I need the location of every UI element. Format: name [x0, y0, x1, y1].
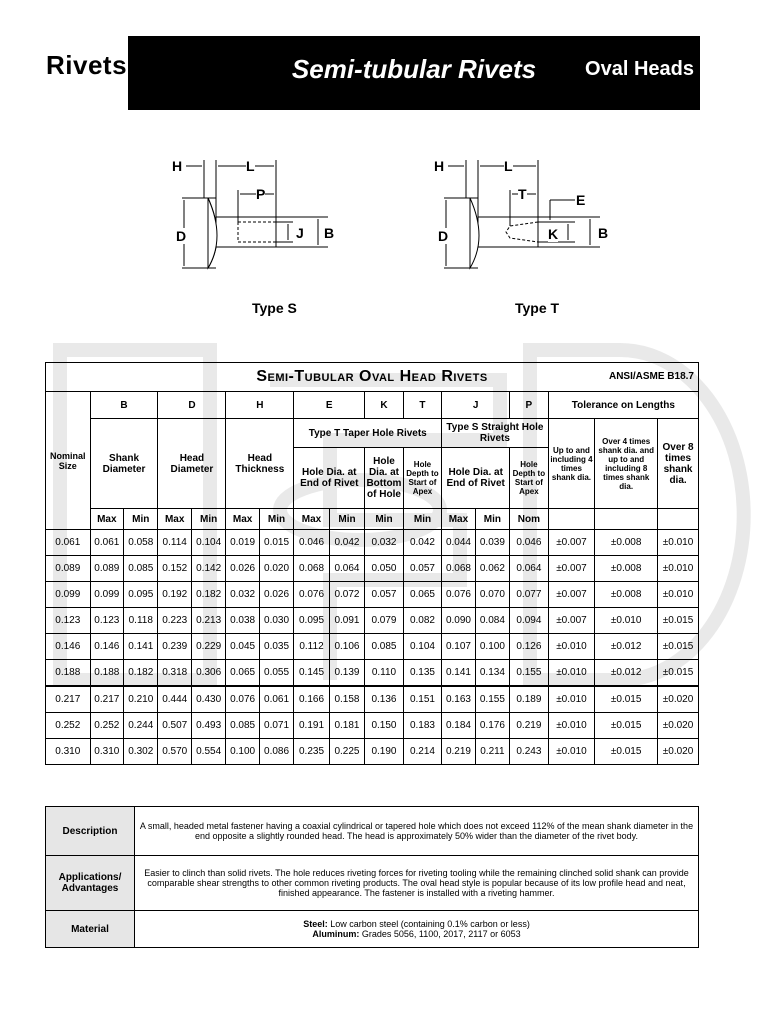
header-e-desc: Hole Dia. at End of Rivet: [294, 448, 365, 509]
header-t-desc: Hole Depth to Start of Apex: [403, 448, 442, 509]
header-k-desc: Hole Dia. at Bottom of Hole: [365, 448, 404, 509]
table-cell: 0.055: [259, 660, 293, 687]
table-cell: 0.155: [510, 660, 549, 687]
table-cell: 0.176: [475, 713, 509, 739]
table-cell: ±0.010: [658, 556, 699, 582]
table-cell: 0.145: [294, 660, 329, 687]
header-head-diameter: Head Diameter: [158, 419, 226, 509]
table-cell: ±0.010: [548, 634, 595, 660]
table-cell: 0.086: [259, 739, 293, 765]
page-title-right: Oval Heads: [585, 58, 694, 80]
table-row: [46, 556, 699, 582]
table-cell: ±0.010: [548, 713, 595, 739]
dim-label-d: D: [176, 228, 187, 244]
table-cell: 0.044: [442, 530, 475, 556]
table-cell: 0.219: [442, 739, 475, 765]
table-cell: 0.507: [158, 713, 191, 739]
table-cell: 0.158: [329, 686, 364, 713]
table-cell: 0.217: [90, 686, 123, 713]
table-cell: 0.072: [329, 582, 364, 608]
header-min: Min: [403, 509, 442, 530]
table-cell: 0.151: [403, 686, 442, 713]
dim-label-b: B: [324, 225, 335, 241]
nominal-size-cell: 0.217: [46, 686, 91, 713]
table-cell: 0.057: [365, 582, 404, 608]
table-cell: ±0.015: [595, 739, 658, 765]
table-cell: 0.112: [294, 634, 329, 660]
table-cell: 0.214: [403, 739, 442, 765]
table-cell: 0.155: [475, 686, 509, 713]
table-cell: 0.100: [475, 634, 509, 660]
table-cell: ±0.020: [658, 686, 699, 713]
table-cell: 0.182: [124, 660, 158, 687]
table-cell: 0.302: [124, 739, 158, 765]
header-max: Max: [294, 509, 329, 530]
table-cell: 0.189: [510, 686, 549, 713]
spec-table-body: [46, 530, 699, 765]
table-cell: 0.243: [510, 739, 549, 765]
table-cell: 0.099: [90, 582, 123, 608]
table-cell: 0.061: [90, 530, 123, 556]
table-cell: 0.191: [294, 713, 329, 739]
table-cell: ±0.012: [595, 634, 658, 660]
type-s-drawing: [168, 150, 348, 280]
header-max: Max: [90, 509, 123, 530]
table-cell: 0.126: [510, 634, 549, 660]
applications-label: Applications/ Advantages: [46, 856, 135, 911]
header-min: Min: [475, 509, 509, 530]
table-cell: 0.135: [403, 660, 442, 687]
table-cell: 0.068: [442, 556, 475, 582]
table-cell: 0.106: [329, 634, 364, 660]
description-label: Description: [46, 807, 135, 856]
table-cell: ±0.015: [658, 660, 699, 687]
table-cell: 0.188: [90, 660, 123, 687]
table-cell: ±0.008: [595, 556, 658, 582]
dim-label-l: L: [246, 158, 255, 174]
table-cell: 0.026: [226, 556, 259, 582]
table-cell: 0.039: [475, 530, 509, 556]
table-cell: 0.310: [90, 739, 123, 765]
table-cell: ±0.015: [595, 686, 658, 713]
table-cell: 0.065: [226, 660, 259, 687]
type-t-caption: Type T: [515, 300, 560, 316]
table-cell: 0.038: [226, 608, 259, 634]
table-cell: 0.068: [294, 556, 329, 582]
material-text: [135, 911, 699, 948]
header-tol-over-8: Over 8 times shank dia.: [658, 419, 699, 509]
nominal-size-cell: 0.099: [46, 582, 91, 608]
dim-label-k: K: [548, 226, 559, 242]
table-cell: ±0.012: [595, 660, 658, 687]
table-cell: 0.134: [475, 660, 509, 687]
table-cell: 0.079: [365, 608, 404, 634]
table-cell: 0.163: [442, 686, 475, 713]
header-letter-p: P: [510, 392, 549, 419]
header-letter-h: H: [226, 392, 294, 419]
table-cell: 0.183: [403, 713, 442, 739]
table-cell: 0.090: [442, 608, 475, 634]
table-cell: 0.085: [226, 713, 259, 739]
table-cell: 0.211: [475, 739, 509, 765]
table-cell: 0.050: [365, 556, 404, 582]
table-cell: ±0.007: [548, 582, 595, 608]
table-cell: ±0.010: [548, 739, 595, 765]
type-t-diagram: [430, 150, 620, 280]
header-min: Min: [329, 509, 364, 530]
table-cell: 0.570: [158, 739, 191, 765]
table-cell: 0.084: [475, 608, 509, 634]
table-cell: ±0.010: [595, 608, 658, 634]
table-cell: 0.142: [191, 556, 225, 582]
table-row: [46, 660, 699, 687]
header-tolerance: Tolerance on Lengths: [548, 392, 698, 419]
spec-table-title: Semi-Tubular Oval Head Rivets: [256, 368, 488, 385]
table-cell: 0.104: [403, 634, 442, 660]
table-cell: 0.089: [90, 556, 123, 582]
header-head-thickness: Head Thickness: [226, 419, 294, 509]
dim-label-h: H: [434, 158, 445, 174]
table-cell: 0.030: [259, 608, 293, 634]
table-cell: 0.094: [510, 608, 549, 634]
table-cell: 0.306: [191, 660, 225, 687]
table-cell: 0.046: [294, 530, 329, 556]
table-cell: 0.184: [442, 713, 475, 739]
material-aluminum: Aluminum: Grades 5056, 1100, 2017, 2117 or 6053: [312, 929, 521, 939]
nominal-size-cell: 0.146: [46, 634, 91, 660]
header-tol-blank: [595, 509, 658, 530]
table-cell: 0.430: [191, 686, 225, 713]
header-letter-k: K: [365, 392, 404, 419]
header-letter-b: B: [90, 392, 158, 419]
table-cell: ±0.020: [658, 739, 699, 765]
table-cell: 0.076: [226, 686, 259, 713]
nominal-size-cell: 0.061: [46, 530, 91, 556]
table-row: [46, 608, 699, 634]
table-row: [46, 530, 699, 556]
header-tol-blank: [658, 509, 699, 530]
material-steel: Steel: Low carbon steel (containing 0.1% carbon or less): [303, 919, 530, 929]
table-cell: 0.239: [158, 634, 191, 660]
table-cell: 0.020: [259, 556, 293, 582]
type-s-caption: Type S: [252, 300, 297, 316]
header-min: Min: [365, 509, 404, 530]
table-cell: 0.152: [158, 556, 191, 582]
header-p-desc: Hole Depth to Start of Apex: [510, 448, 549, 509]
table-cell: ±0.020: [658, 713, 699, 739]
table-cell: 0.058: [124, 530, 158, 556]
dim-label-p: P: [256, 186, 266, 202]
header-min: Min: [259, 509, 293, 530]
header-shank-diameter: Shank Diameter: [90, 419, 158, 509]
spec-table-standard: ANSI/ASME B18.7: [608, 371, 694, 382]
table-cell: 0.085: [124, 556, 158, 582]
table-cell: 0.136: [365, 686, 404, 713]
table-cell: 0.219: [510, 713, 549, 739]
table-cell: ±0.010: [658, 582, 699, 608]
table-cell: 0.042: [403, 530, 442, 556]
table-cell: ±0.007: [548, 530, 595, 556]
type-s-diagram: [168, 150, 348, 280]
table-cell: 0.076: [294, 582, 329, 608]
table-cell: 0.100: [226, 739, 259, 765]
table-cell: 0.223: [158, 608, 191, 634]
applications-text: Easier to clinch than solid rivets. The hole reduces riveting forces for riveting tooling while the remaining clinched solid shank can provide comparable shear strengths to other common riveting products. The oval head style is popular because of its low profile head and neat, finished appearance. The fastener is installed with a riveting hammer.: [135, 856, 699, 911]
table-cell: 0.070: [475, 582, 509, 608]
table-cell: 0.082: [403, 608, 442, 634]
header-type-t-group: Type T Taper Hole Rivets: [294, 419, 442, 448]
dim-label-b: B: [598, 225, 609, 241]
table-cell: 0.235: [294, 739, 329, 765]
table-cell: 0.182: [191, 582, 225, 608]
header-letter-d: D: [158, 392, 226, 419]
table-row: [46, 739, 699, 765]
header-letter-j: J: [442, 392, 510, 419]
title-banner: [128, 36, 700, 110]
table-cell: 0.114: [158, 530, 191, 556]
header-type-s-group: Type S Straight Hole Rivets: [442, 419, 548, 448]
table-cell: 0.318: [158, 660, 191, 687]
table-cell: ±0.015: [658, 634, 699, 660]
material-label: Material: [46, 911, 135, 948]
table-cell: 0.141: [124, 634, 158, 660]
table-cell: 0.146: [90, 634, 123, 660]
table-cell: 0.210: [124, 686, 158, 713]
nominal-size-cell: 0.252: [46, 713, 91, 739]
table-cell: 0.110: [365, 660, 404, 687]
header-max: Max: [158, 509, 191, 530]
header-letter-t: T: [403, 392, 442, 419]
table-cell: 0.091: [329, 608, 364, 634]
table-cell: 0.444: [158, 686, 191, 713]
table-cell: 0.061: [259, 686, 293, 713]
table-cell: 0.015: [259, 530, 293, 556]
header-min: Min: [191, 509, 225, 530]
table-cell: 0.150: [365, 713, 404, 739]
header-min: Min: [124, 509, 158, 530]
table-cell: ±0.010: [548, 660, 595, 687]
table-cell: 0.229: [191, 634, 225, 660]
nominal-size-cell: 0.089: [46, 556, 91, 582]
table-cell: 0.064: [510, 556, 549, 582]
header-nom: Nom: [510, 509, 549, 530]
table-row: [46, 686, 699, 713]
table-cell: 0.104: [191, 530, 225, 556]
table-cell: 0.035: [259, 634, 293, 660]
table-cell: ±0.008: [595, 582, 658, 608]
table-cell: 0.554: [191, 739, 225, 765]
table-cell: 0.139: [329, 660, 364, 687]
header-max: Max: [226, 509, 259, 530]
table-cell: 0.107: [442, 634, 475, 660]
table-cell: 0.244: [124, 713, 158, 739]
table-cell: 0.032: [226, 582, 259, 608]
table-cell: 0.042: [329, 530, 364, 556]
header-tol-up-to-4: Up to and including 4 times shank dia.: [548, 419, 595, 509]
table-cell: 0.493: [191, 713, 225, 739]
nominal-size-cell: 0.310: [46, 739, 91, 765]
table-cell: ±0.015: [595, 713, 658, 739]
table-cell: 0.076: [442, 582, 475, 608]
table-row: [46, 713, 699, 739]
table-cell: 0.062: [475, 556, 509, 582]
dim-label-h: H: [172, 158, 183, 174]
table-cell: 0.077: [510, 582, 549, 608]
nominal-size-cell: 0.188: [46, 660, 91, 687]
table-cell: 0.166: [294, 686, 329, 713]
table-row: [46, 634, 699, 660]
dim-label-j: J: [296, 225, 304, 241]
table-cell: 0.065: [403, 582, 442, 608]
page-title-left: Rivets: [46, 50, 128, 80]
table-cell: 0.057: [403, 556, 442, 582]
table-cell: 0.141: [442, 660, 475, 687]
dim-label-t: T: [518, 186, 527, 202]
table-cell: 0.225: [329, 739, 364, 765]
dim-label-e: E: [576, 192, 586, 208]
table-cell: 0.045: [226, 634, 259, 660]
header-tol-4-to-8: Over 4 times shank dia. and up to and including 8 times shank dia.: [595, 419, 658, 509]
spec-table-title-cell: [46, 363, 699, 392]
header-nominal-size: Nominal Size: [46, 392, 91, 530]
table-cell: 0.190: [365, 739, 404, 765]
table-cell: 0.095: [294, 608, 329, 634]
header-letter-e: E: [294, 392, 365, 419]
table-row: [46, 582, 699, 608]
table-cell: 0.064: [329, 556, 364, 582]
type-t-drawing: [430, 150, 620, 280]
table-cell: 0.213: [191, 608, 225, 634]
table-cell: 0.019: [226, 530, 259, 556]
info-table: [45, 806, 699, 948]
dim-label-d: D: [438, 228, 449, 244]
table-cell: ±0.007: [548, 556, 595, 582]
table-cell: ±0.015: [658, 608, 699, 634]
table-cell: 0.032: [365, 530, 404, 556]
header-max: Max: [442, 509, 475, 530]
description-text: A small, headed metal fastener having a coaxial cylindrical or tapered hole which does not exceed 112% of the mean shank diameter in the end opposite a slightly rounded head. The head is approximately 50% wider than the diameter of the rivet body.: [135, 807, 699, 856]
table-cell: ±0.007: [548, 608, 595, 634]
table-cell: ±0.010: [548, 686, 595, 713]
table-cell: 0.026: [259, 582, 293, 608]
dim-label-l: L: [504, 158, 513, 174]
table-cell: 0.181: [329, 713, 364, 739]
table-cell: 0.046: [510, 530, 549, 556]
table-cell: 0.252: [90, 713, 123, 739]
table-cell: 0.123: [90, 608, 123, 634]
nominal-size-cell: 0.123: [46, 608, 91, 634]
header-j-desc: Hole Dia. at End of Rivet: [442, 448, 510, 509]
table-cell: 0.118: [124, 608, 158, 634]
table-cell: 0.071: [259, 713, 293, 739]
header-tol-blank: [548, 509, 595, 530]
page-title-center: Semi-tubular Rivets: [291, 54, 537, 84]
table-cell: 0.192: [158, 582, 191, 608]
spec-table: [45, 362, 699, 765]
table-cell: ±0.008: [595, 530, 658, 556]
table-cell: ±0.010: [658, 530, 699, 556]
table-cell: 0.085: [365, 634, 404, 660]
table-cell: 0.095: [124, 582, 158, 608]
